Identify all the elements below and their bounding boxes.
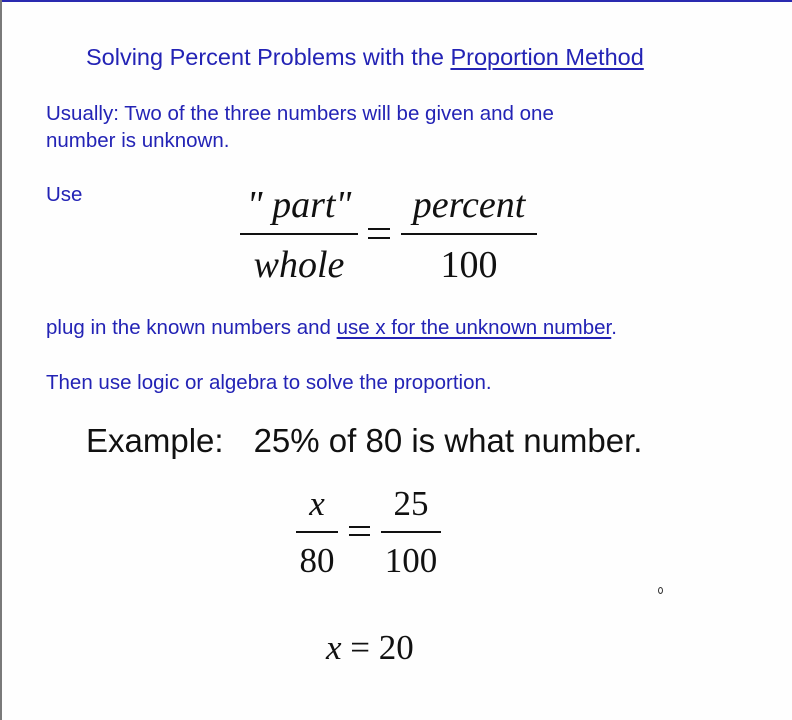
- solution-variable: x: [326, 628, 342, 667]
- then-line: Then use logic or algebra to solve the proportion.: [46, 371, 492, 394]
- example-solution: [326, 628, 414, 668]
- left-border: [0, 0, 2, 720]
- formula-left-fraction-bar: [240, 233, 358, 235]
- example-left-denominator: 80: [299, 541, 335, 580]
- formula-left-numerator: " part": [246, 184, 352, 226]
- example-statement: 25% of 80 is what number.: [253, 422, 643, 459]
- slide-title: [86, 44, 644, 71]
- example-right-denominator: 100: [384, 541, 438, 580]
- plug-suffix: .: [611, 316, 617, 339]
- formula-left-denominator: whole: [253, 244, 345, 286]
- example-right-numerator: 25: [393, 484, 429, 523]
- use-label: Use: [46, 183, 83, 206]
- example-left-fraction-bar: [296, 531, 338, 533]
- plug-prefix: plug in the known numbers and: [46, 316, 337, 339]
- formula-right-fraction-bar: [401, 233, 537, 235]
- example-equals-sign: [349, 526, 370, 536]
- formula-equals-sign: [368, 228, 390, 239]
- example-right-fraction-bar: [381, 531, 441, 533]
- plug-in-line: [46, 314, 617, 341]
- usually-paragraph: [46, 100, 554, 154]
- formula-right-denominator: 100: [440, 244, 498, 286]
- solution-value: 20: [378, 628, 414, 667]
- usually-line-2: number is unknown.: [46, 129, 230, 152]
- example-label: Example:: [86, 422, 224, 459]
- formula-right-numerator: percent: [412, 184, 526, 226]
- example-line: [86, 422, 642, 460]
- top-border: [0, 0, 792, 2]
- cursor-icon: [658, 587, 663, 594]
- plug-underlined: use x for the unknown number: [336, 316, 612, 339]
- title-underlined: Proportion Method: [450, 44, 644, 70]
- title-prefix: Solving Percent Problems with the: [86, 44, 451, 70]
- usually-line-1: Usually: Two of the three numbers will be given and one: [46, 102, 554, 125]
- solution-equals: =: [350, 628, 371, 667]
- example-left-numerator: x: [309, 484, 325, 523]
